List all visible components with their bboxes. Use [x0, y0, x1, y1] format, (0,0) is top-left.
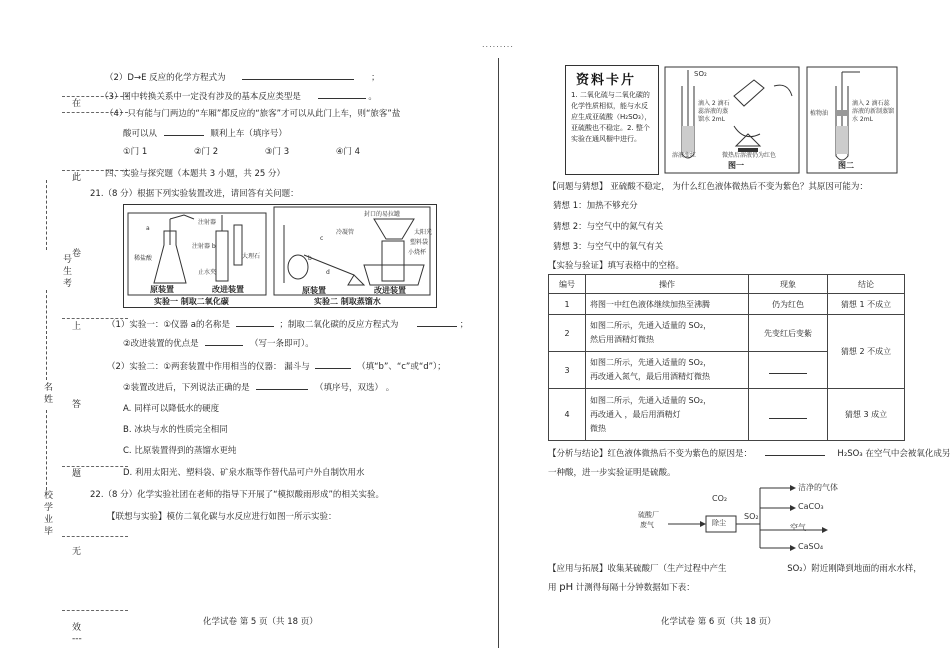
flow-label: CO₂	[712, 494, 728, 503]
table-cell: 仍为红色	[749, 294, 828, 315]
table-cell: 先变红后变紫	[749, 315, 828, 352]
binding-char: 卷	[72, 249, 82, 259]
fig-sub-caption: 原装置	[302, 286, 326, 295]
table-cell: 猜想 2 不成立	[828, 315, 905, 389]
table-cell: 猜想 1 不成立	[828, 294, 905, 315]
q2-line: （2）D→E 反应的化学方程式为 ；	[105, 70, 380, 83]
fig-label: 冷凝管	[336, 229, 355, 236]
answer-blank[interactable]	[236, 317, 274, 327]
q21-stem: 21.（8 分）根据下列实验装置改进，请回答有关问题：	[90, 189, 299, 199]
fig-label: SO₂	[694, 70, 707, 78]
option: ③门 3	[264, 147, 290, 157]
application-line1: 【应用与拓展】收集某硫酸厂（生产过程中产生 SO₂）附近刚降到地面的雨水水样，	[548, 564, 922, 574]
table-header: 现象	[749, 275, 828, 294]
binding-char: 在	[72, 99, 82, 109]
column-separator	[498, 58, 499, 648]
table-cell: 猜想 3 成立	[828, 389, 905, 441]
fig-caption: 图一	[728, 161, 744, 170]
table-cell	[749, 352, 828, 389]
flow-label: 洁净的气体	[798, 483, 838, 492]
card-title: 资料卡片	[576, 73, 637, 88]
answer-blank[interactable]	[769, 364, 807, 374]
q22-stem: 22.（8 分）化学实验社团在老师的指导下开展了“模拟酸雨形成”的相关实验。	[90, 490, 384, 500]
table-cell: 如图二所示，先通入适量的 SO₂， 再改通入 ，最后用酒精灯 微热	[586, 389, 749, 441]
q4-line2: 酸可以从 顺利上车（填序号）	[123, 126, 287, 139]
table-cell: 如图二所示，先通入适量的 SO₂， 再改通入氮气，最后用酒精灯微热	[586, 352, 749, 389]
flow-label: 硫酸厂	[638, 511, 659, 519]
q21-option-a: A. 同样可以降低水的硬度	[123, 404, 220, 414]
card-text: 1. 二氧化硫与二氧化碳的化学性质相似，能与水反应生成亚硫酸（H₂SO₃），亚硫酸也不稳定。2. 整个实验在通风橱中进行。	[571, 91, 652, 143]
fig-label: 小烧杯	[408, 249, 427, 256]
analysis-line2: 一种酸，进一步实验证明是硫酸。	[548, 468, 676, 478]
name-label: 名姓	[44, 383, 54, 405]
flow-label: CaSO₄	[798, 542, 824, 551]
answer-blank[interactable]	[318, 89, 366, 99]
fig-sub-caption: 改进装置	[212, 285, 244, 294]
table-row	[549, 294, 905, 315]
table-row	[549, 389, 905, 441]
binding-char: 效	[72, 623, 82, 633]
fig-label: 大理石	[242, 253, 261, 260]
flow-label: 废气	[640, 521, 654, 529]
flow-label: CaCO₃	[798, 502, 824, 511]
flow-label: SO₂	[744, 512, 759, 521]
binding-vline	[46, 290, 47, 380]
footer-right: 化学试卷 第 6 页（共 18 页）	[661, 617, 776, 627]
q4-line: （4）只有能与门两边的“车厢”都反应的“旅客”才可以从此门上车，则“旅客”盐	[105, 109, 401, 119]
q21-2-line: （2）实验二：①两套装置中作用相当的仪器： 漏斗与 （填“b”、“c”或“d”）；	[107, 359, 446, 372]
answer-blank[interactable]	[769, 409, 807, 419]
guess-1: 猜想 1：加热不够充分	[553, 201, 638, 211]
table-cell: 1	[549, 294, 586, 315]
table-cell: 2	[549, 315, 586, 352]
experiment-figure	[123, 204, 437, 308]
footer-left: 化学试卷 第 5 页（共 18 页）	[203, 617, 318, 627]
fig-sub-caption: 改进装置	[374, 286, 406, 295]
fig-label: 溶液变红	[672, 152, 697, 159]
flow-label: 除尘	[712, 519, 726, 527]
table-header: 结论	[828, 275, 905, 294]
q22-sub: 【联想与实验】模仿二氧化碳与水反应进行如图一所示实验：	[107, 512, 337, 522]
flow-label: 空气	[790, 523, 806, 532]
table-cell: 4	[549, 389, 586, 441]
fig-sub-caption: 原装置	[150, 285, 174, 294]
table-row	[549, 315, 905, 352]
fig-label: 注射器 b	[192, 243, 216, 250]
data-card	[565, 65, 659, 175]
fig-label: 微热后溶液仍为红色	[722, 152, 777, 159]
table-header: 操作	[586, 275, 749, 294]
binding-char: 答	[72, 400, 82, 410]
option: ②门 2	[193, 147, 219, 157]
binding-dash	[62, 610, 128, 611]
fig-label: 注射器	[198, 219, 217, 226]
fig-label: 塑料袋	[410, 239, 429, 246]
answer-blank[interactable]	[417, 317, 457, 327]
table-cell: 将图一中红色液体继续加热至沸腾	[586, 294, 749, 315]
top-dots: .........	[482, 40, 514, 49]
verify-heading: 【实验与验证】填写表格中的空格。	[548, 261, 685, 271]
fig-caption: 实验一 制取二氧化碳	[154, 297, 229, 306]
fig-label: c	[320, 235, 324, 242]
exam-no-label: 号生考	[63, 255, 73, 289]
fig-label: a	[146, 225, 150, 232]
q4-options	[123, 145, 404, 157]
q21-1-line: （1）实验一：①仪器 a的名称是 ；制取二氧化碳的反应方程式为 ；	[107, 317, 468, 330]
option: ①门 1	[123, 147, 148, 157]
q21-option-b: B. 冰块与水的性质完全相同	[123, 425, 228, 435]
binding-vline	[46, 180, 47, 250]
binding-dash	[62, 536, 128, 537]
binding-char: ---	[72, 634, 82, 644]
fig-label: b	[308, 255, 312, 262]
fig-label: 太阳光	[414, 229, 433, 236]
application-line2: 用 pH 计测得每隔十分钟数据如下表：	[548, 582, 695, 593]
q21-option-c: C. 比原装置得到的蒸馏水更纯	[123, 446, 237, 456]
fig-label: 封口的易拉罐	[364, 211, 401, 218]
school-label: 校学业毕	[44, 491, 54, 537]
guess-3: 猜想 3：与空气中的氧气有关	[553, 242, 664, 252]
fig-label: d	[326, 269, 330, 276]
fig-label: 止水夹	[198, 269, 217, 276]
answer-blank[interactable]	[205, 336, 243, 346]
question-guess: 【问题与猜想】 亚硫酸不稳定， 为什么红色液体微热后不变为紫色？其原因可能为：	[548, 182, 868, 192]
q21-option-d: D. 利用太阳光、塑料袋、矿泉水瓶等作替代品可户外自制饮用水	[123, 468, 365, 478]
answer-blank[interactable]	[315, 359, 351, 369]
binding-char: 无	[72, 547, 82, 557]
q21-1-line2: ②改进装置的优点是 （写一条即可）。	[123, 336, 314, 349]
table-cell: 3	[549, 352, 586, 389]
section-4-heading: 四、实验与探究题（本题共 3 小题，共 25 分）	[105, 169, 286, 179]
fig-caption: 实验二 制取蒸馏水	[314, 297, 381, 306]
table-header-row	[549, 275, 905, 294]
binding-char: 此	[72, 173, 82, 183]
binding-vline	[46, 410, 47, 490]
answer-blank[interactable]	[164, 126, 204, 136]
answer-blank[interactable]	[242, 70, 354, 80]
guess-2: 猜想 2：与空气中的氮气有关	[553, 222, 664, 232]
fig-label: 植物油	[810, 110, 829, 117]
answer-blank[interactable]	[765, 446, 825, 456]
fig-caption: 图二	[838, 161, 854, 170]
table-cell	[749, 389, 828, 441]
table-cell: 如图二所示，先通入适量的 SO₂， 然后用酒精灯微热	[586, 315, 749, 352]
binding-char: 题	[72, 469, 82, 479]
binding-char: 上	[72, 322, 82, 332]
answer-blank[interactable]	[256, 380, 308, 390]
fig-label: 滴入 2 滴石蕊溶液的新制蒸馏水 2mL	[852, 100, 895, 123]
fig-label: 滴入 2 滴石蕊溶液的蒸馏水 2mL	[698, 100, 730, 123]
q21-2-line2: ②装置改进后，下列说法正确的是 （填序号，双选） 。	[123, 380, 394, 393]
option: ④门 4	[335, 147, 361, 157]
table-header: 编号	[549, 275, 586, 294]
analysis-line1: 【分析与结论】红色液体微热后不变为紫色的原因是： H₂SO₃ 在空气中会被氧化成另	[548, 446, 950, 459]
q3-line: （3）图中转换关系中一定没有涉及的基本反应类型是 。	[100, 89, 377, 102]
fig-label: 稀盐酸	[134, 255, 153, 262]
experiment-table	[548, 274, 905, 441]
